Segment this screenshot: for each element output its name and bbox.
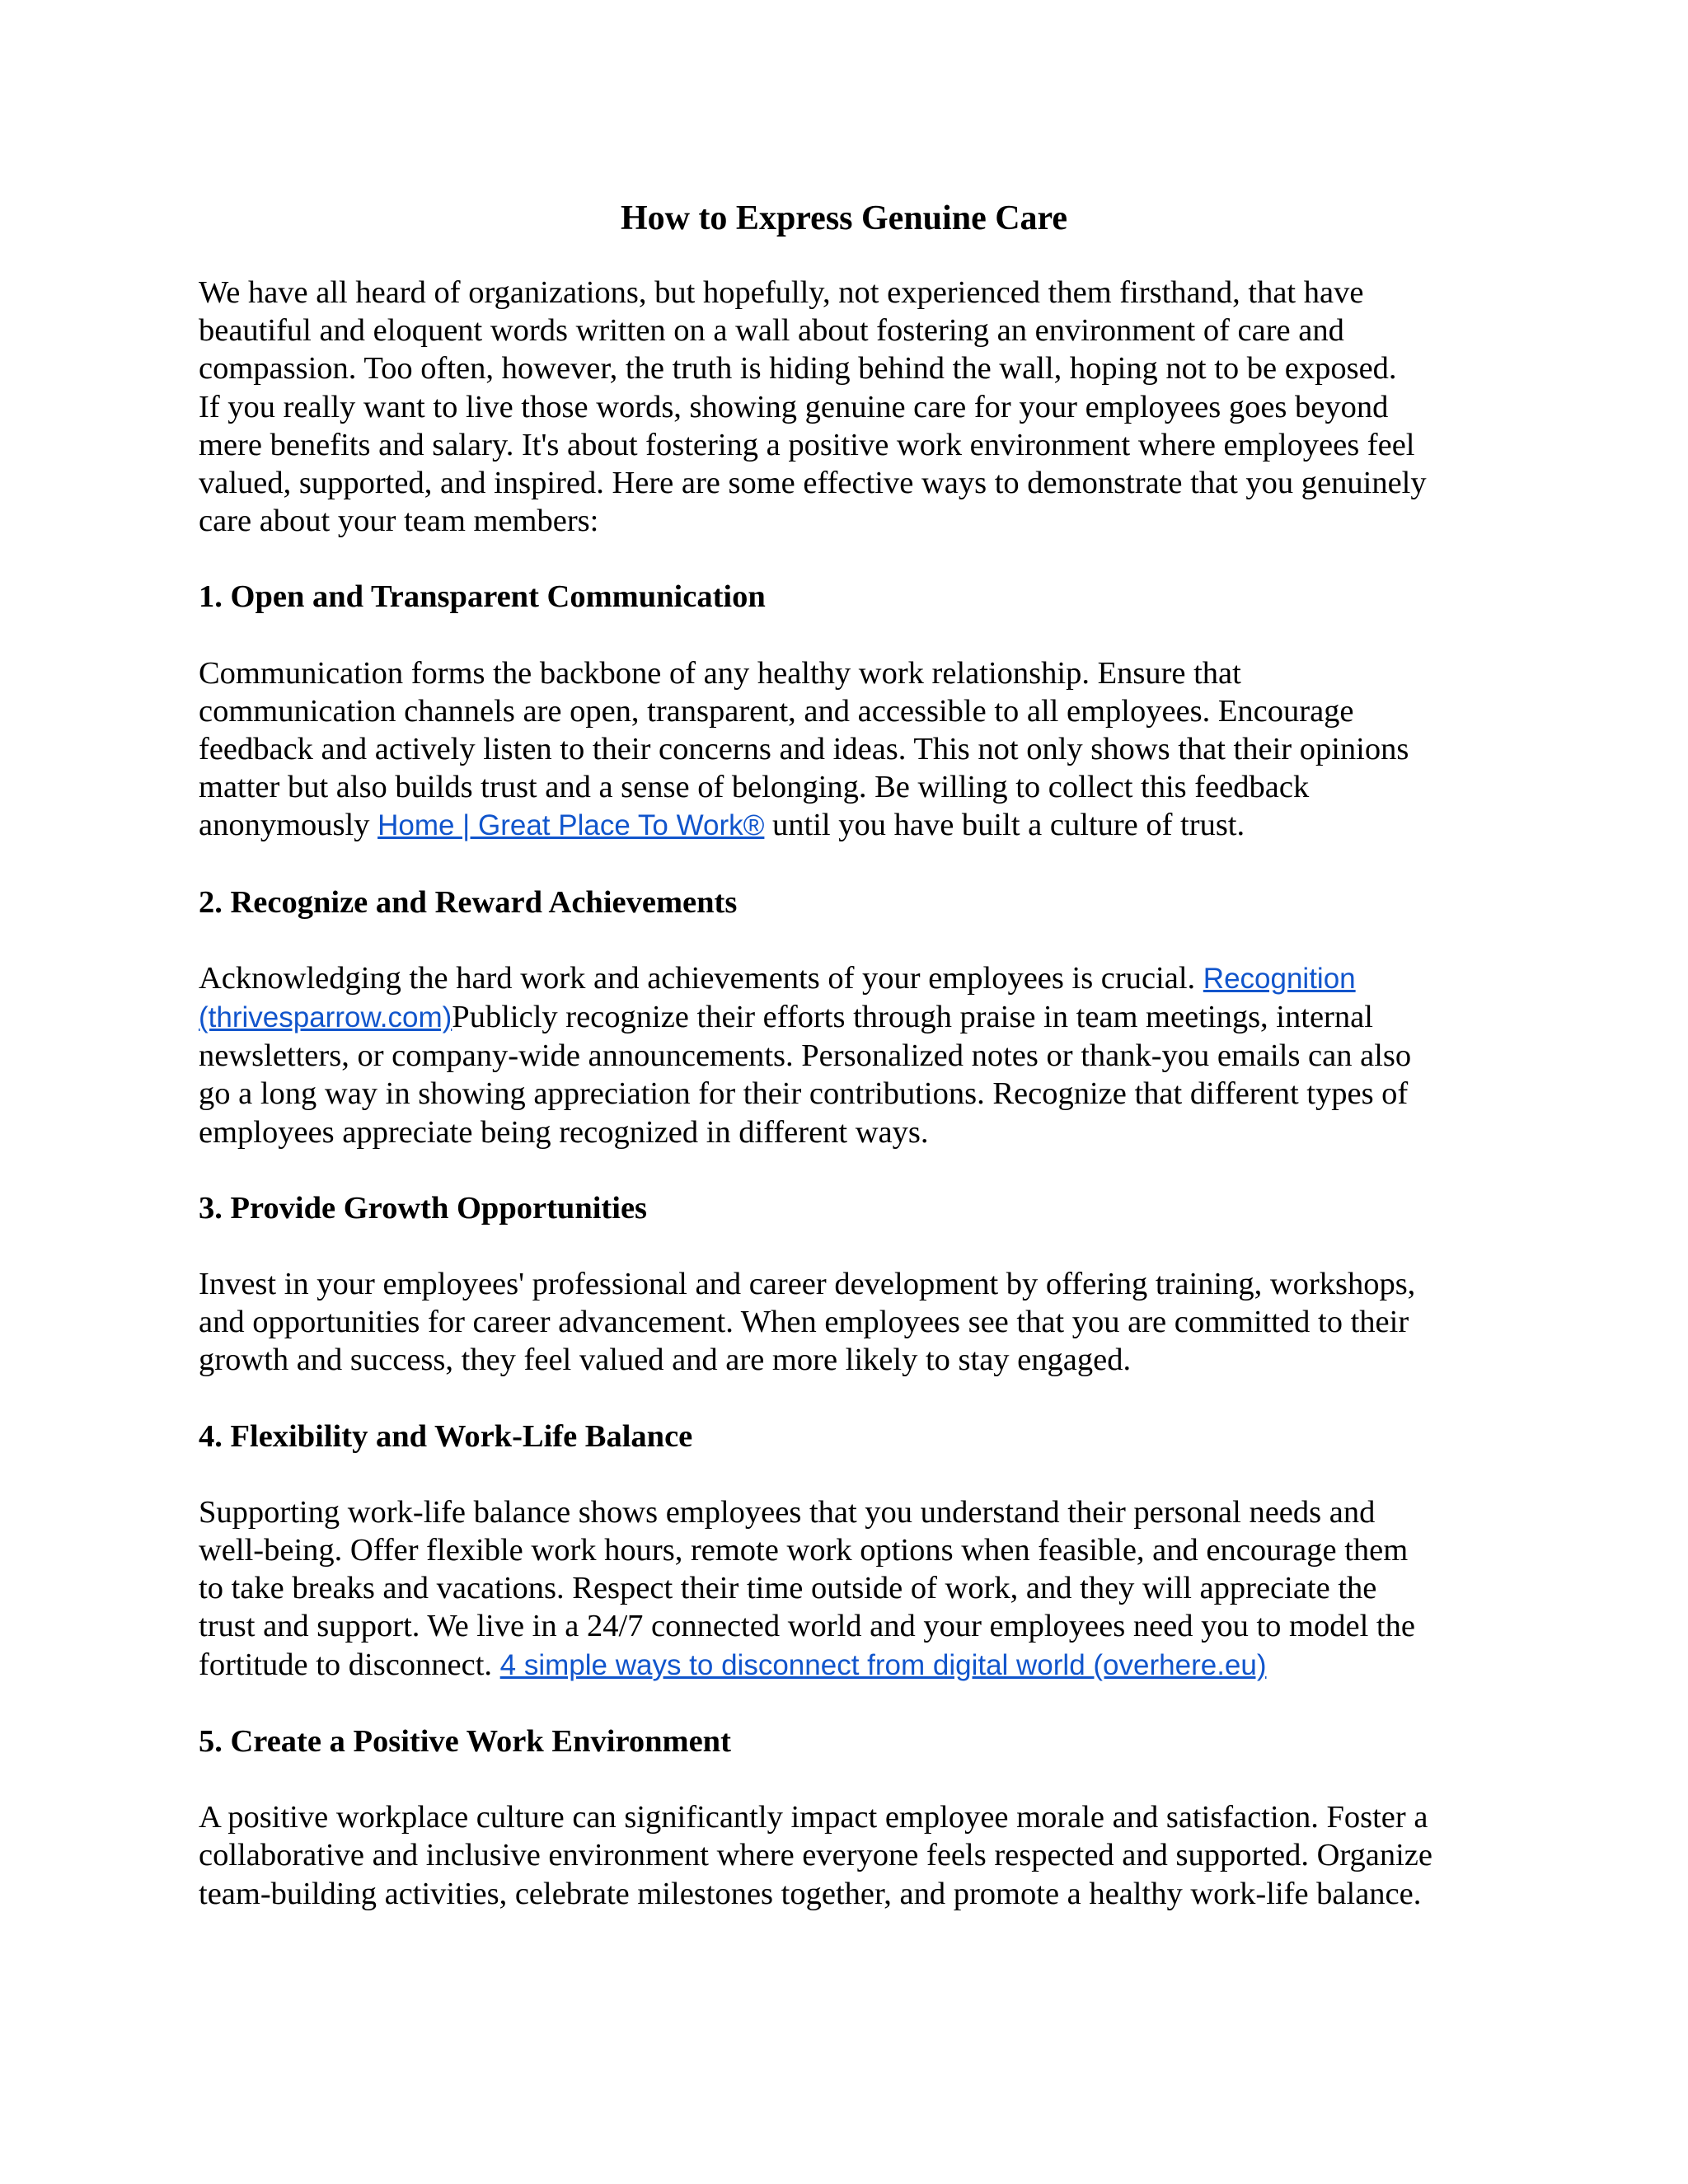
section-4-paragraph [199,1493,1489,1685]
section-3-paragraph: Invest in your employees' professional and career development by offering training, workshops, and opportunities for career advancement. When employees see that you are committed to their growth and success, they feel valued and are more likely to stay engaged. [199,1267,1416,1378]
section-1-heading: 1. Open and Transparent Communication [199,579,766,615]
intro-paragraph: We have all heard of organizations, but hopefully, not experienced them firsthand, that have beautiful and eloquent words written on a wall about fostering an environment of care and compassion. Too often, however, the truth is hiding behind the wall, hoping not to be exposed. If you really want to live those words, showing genuine care for your employees goes beyond mere benefits and salary. It's about fostering a positive work environment where employees feel valued, supported, and inspired. Here are some effective ways to demonstrate that you genuinely care about your team members: [199,275,1427,539]
section-5-paragraph: A positive workplace culture can significantly impact employee morale and satisfaction. Foster a collaborative and inclusive environment where everyone feels respected and supported. Organize team-building activities, celebrate milestones together, and promote a healthy work-life balance. [199,1800,1432,1911]
great-place-to-work-link[interactable]: Home | Great Place To Work® [377,809,765,842]
document-title: How to Express Genuine Care [620,199,1068,237]
section-1-text-before: Communication forms the backbone of any healthy work relationship. Ensure that communication channels are open, transparent, and accessible to all employees. Encourage feedback and actively listen to their concerns and ideas. This not only shows that their opinions matter but also builds trust and a sense of belonging. Be willing to collect this feedback anonymously [199,655,1409,843]
section-4-text-before: Supporting work-life balance shows employees that you understand their personal needs and well-being. Offer flexible work hours, remote work options when feasible, and encourage them to take breaks and vacations. Respect their time outside of work, and they will appreciate the trust and support. We live in a 24/7 connected world and your employees need you to model the fortitude to disconnect. [199,1494,1415,1682]
section-1-paragraph [199,654,1489,846]
section-4-heading: 4. Flexibility and Work-Life Balance [199,1418,693,1454]
disconnect-overhere-link[interactable]: 4 simple ways to disconnect from digital world (overhere.eu) [499,1648,1267,1681]
section-1-text-after: until you have built a culture of trust. [764,808,1245,843]
section-2-text-after: Publicly recognize their efforts through praise in team meetings, internal newsletters, or company-wide announcements. Personalized notes or thank-you emails can also go a long way in showing appreciation for their contributions. Recognize that different types of employees appreciate being recognized in different ways. [199,1000,1412,1150]
section-2-paragraph [199,959,1489,1151]
section-2-text-before: Acknowledging the hard work and achievements of your employees is crucial. [199,960,1203,996]
section-2-heading: 2. Recognize and Reward Achievements [199,884,738,920]
document-body [199,191,1489,1913]
recognition-thrivesparrow-link[interactable]: Recognition (thrivesparrow.com) [199,962,1356,1034]
section-5-heading: 5. Create a Positive Work Environment [199,1723,731,1759]
section-3-heading: 3. Provide Growth Opportunities [199,1190,648,1226]
